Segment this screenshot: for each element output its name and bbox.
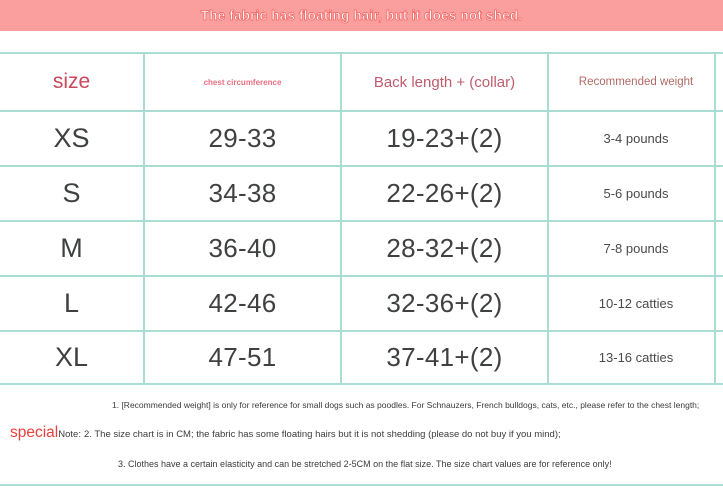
size-table: [0, 52, 723, 385]
note-line-1: 1. [Recommended weight] is only for reference for small dogs such as poodles. For Schnauzers, French bulldogs, cats, etc., please refer to the chest length;: [112, 400, 700, 410]
back-length-cell: 32-36+(2): [340, 275, 547, 330]
chest-cell: 42-46: [143, 275, 340, 330]
note-prefix: Note:: [58, 429, 81, 440]
header-chest-circumference: chest circumference: [143, 52, 340, 110]
header-recommended-weight: Recommended weight: [547, 52, 723, 110]
note-line-2: [10, 424, 561, 442]
weight-cell: 5-6 pounds: [547, 165, 723, 220]
size-cell: M: [0, 220, 143, 275]
weight-cell: 10-12 catties: [547, 275, 723, 330]
chest-cell: 34-38: [143, 165, 340, 220]
size-cell: L: [0, 275, 143, 330]
weight-cell: 7-8 pounds: [547, 220, 723, 275]
note-line-2-text: 2. The size chart is in CM; the fabric has some floating hairs but it is not shedding (please do not buy if you mind);: [83, 429, 561, 440]
size-cell: S: [0, 165, 143, 220]
weight-cell: 13-16 catties: [547, 330, 723, 385]
header-back-length: Back length + (collar): [340, 52, 547, 110]
chest-cell: 29-33: [143, 110, 340, 165]
note-line-3: 3. Clothes have a certain elasticity and can be stretched 2-5CM on the flat size. The size chart values are for reference only!: [118, 459, 612, 469]
header-size: size: [0, 52, 143, 110]
back-length-cell: 22-26+(2): [340, 165, 547, 220]
size-cell: XS: [0, 110, 143, 165]
chest-cell: 47-51: [143, 330, 340, 385]
table-right-border: [714, 52, 716, 385]
chest-cell: 36-40: [143, 220, 340, 275]
fabric-notice-banner: [0, 0, 723, 31]
weight-cell: 3-4 pounds: [547, 110, 723, 165]
back-length-cell: 28-32+(2): [340, 220, 547, 275]
bottom-divider: [0, 484, 723, 486]
special-label: special: [10, 424, 59, 441]
banner-text: The fabric has floating hair, but it does not shed.: [200, 8, 523, 23]
size-cell: XL: [0, 330, 143, 385]
back-length-cell: 37-41+(2): [340, 330, 547, 385]
back-length-cell: 19-23+(2): [340, 110, 547, 165]
